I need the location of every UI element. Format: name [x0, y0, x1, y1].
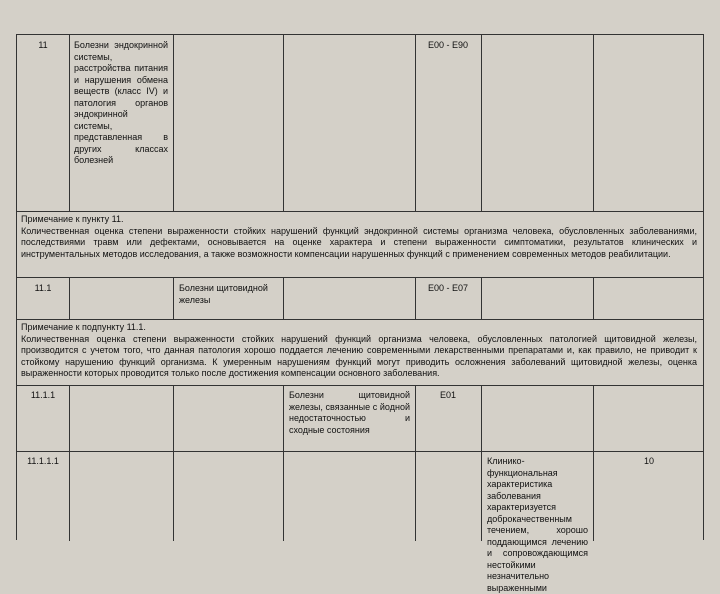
note-2-text: Количественная оценка степени выраженности стойких нарушений функций организма человека, обусловленных патологией щитовидной железы, производится с учетом того, что данная патология хорошо поддается лечению современными лекарственными препаратами и, как правило, не приводит к стойкому нарушению функций организма. К умеренным нарушениям функций могут приводить осложнения заболеваний щитовидной железы, оценка выраженности которых проводится только после достижения компенсации основного заболевания. [21, 333, 697, 379]
row4-percent: 10 [643, 456, 654, 466]
row1-divider-5 [481, 35, 482, 211]
row2-divider-2 [173, 277, 174, 319]
row4-divider-2 [173, 451, 174, 541]
row1-codes: E00 - E90 [427, 40, 469, 50]
row-separator [17, 385, 703, 386]
row2-number: 11.1 [34, 283, 52, 293]
row1-divider-6 [593, 35, 594, 211]
row1-number: 11 [38, 40, 48, 50]
row1-divider-1 [69, 35, 70, 211]
row1-divider-2 [173, 35, 174, 211]
row4-divider-1 [69, 451, 70, 541]
row2-codes: E00 - E07 [427, 283, 469, 293]
row1-divider-3 [283, 35, 284, 211]
row-separator [17, 277, 703, 278]
row2-divider-1 [69, 277, 70, 319]
row2-divider-5 [481, 277, 482, 319]
row1-divider-4 [415, 35, 416, 211]
row2-name: Болезни щитовидной железы [179, 283, 268, 305]
row3-divider-5 [481, 385, 482, 451]
row4-number: 11.1.1.1 [27, 456, 59, 466]
row3-divider-6 [593, 385, 594, 451]
note-1 [21, 214, 697, 260]
note-1-text: Количественная оценка степени выраженности стойких нарушений функций эндокринной системы организма человека, обусловленных заболеваниями, последствиями травм или дефектами, основывается на оценке характера и степени выраженности симптоматики, результатов клинических и инструментальных методов исследования, а также возможности компенсации нарушенных функций с применением современных методов реабилитации. [21, 225, 697, 259]
row-separator [17, 319, 703, 320]
row-separator [17, 211, 703, 212]
note-2-title: Примечание к подпункту 11.1. [21, 322, 146, 332]
row3-name: Болезни щитовидной железы, связанные с йодной недостаточностью и сходные состояния [289, 390, 410, 435]
row4-divider-4 [415, 451, 416, 541]
row-separator [17, 451, 703, 452]
row2-divider-3 [283, 277, 284, 319]
row1-name: Болезни эндокринной системы, расстройства питания и нарушения обмена веществ (класс IV) и патология органов эндокринной системы, представленная в других классах болезней [74, 40, 168, 165]
note-2 [21, 322, 697, 380]
row3-divider-2 [173, 385, 174, 451]
row3-codes: E01 [439, 390, 456, 400]
row2-divider-6 [593, 277, 594, 319]
row3-number: 11.1.1 [30, 390, 56, 400]
classification-table [16, 34, 704, 593]
note-1-title: Примечание к пункту 11. [21, 214, 124, 224]
row4-divider-5 [481, 451, 482, 541]
row4-divider-3 [283, 451, 284, 541]
row3-divider-1 [69, 385, 70, 451]
row3-divider-3 [283, 385, 284, 451]
row4-description: Клинико-функциональная характеристика заболевания характеризуется доброкачественным течением, хорошо поддающимся лечению и сопровождающимся нестойкими незначительно выраженными [487, 456, 588, 593]
